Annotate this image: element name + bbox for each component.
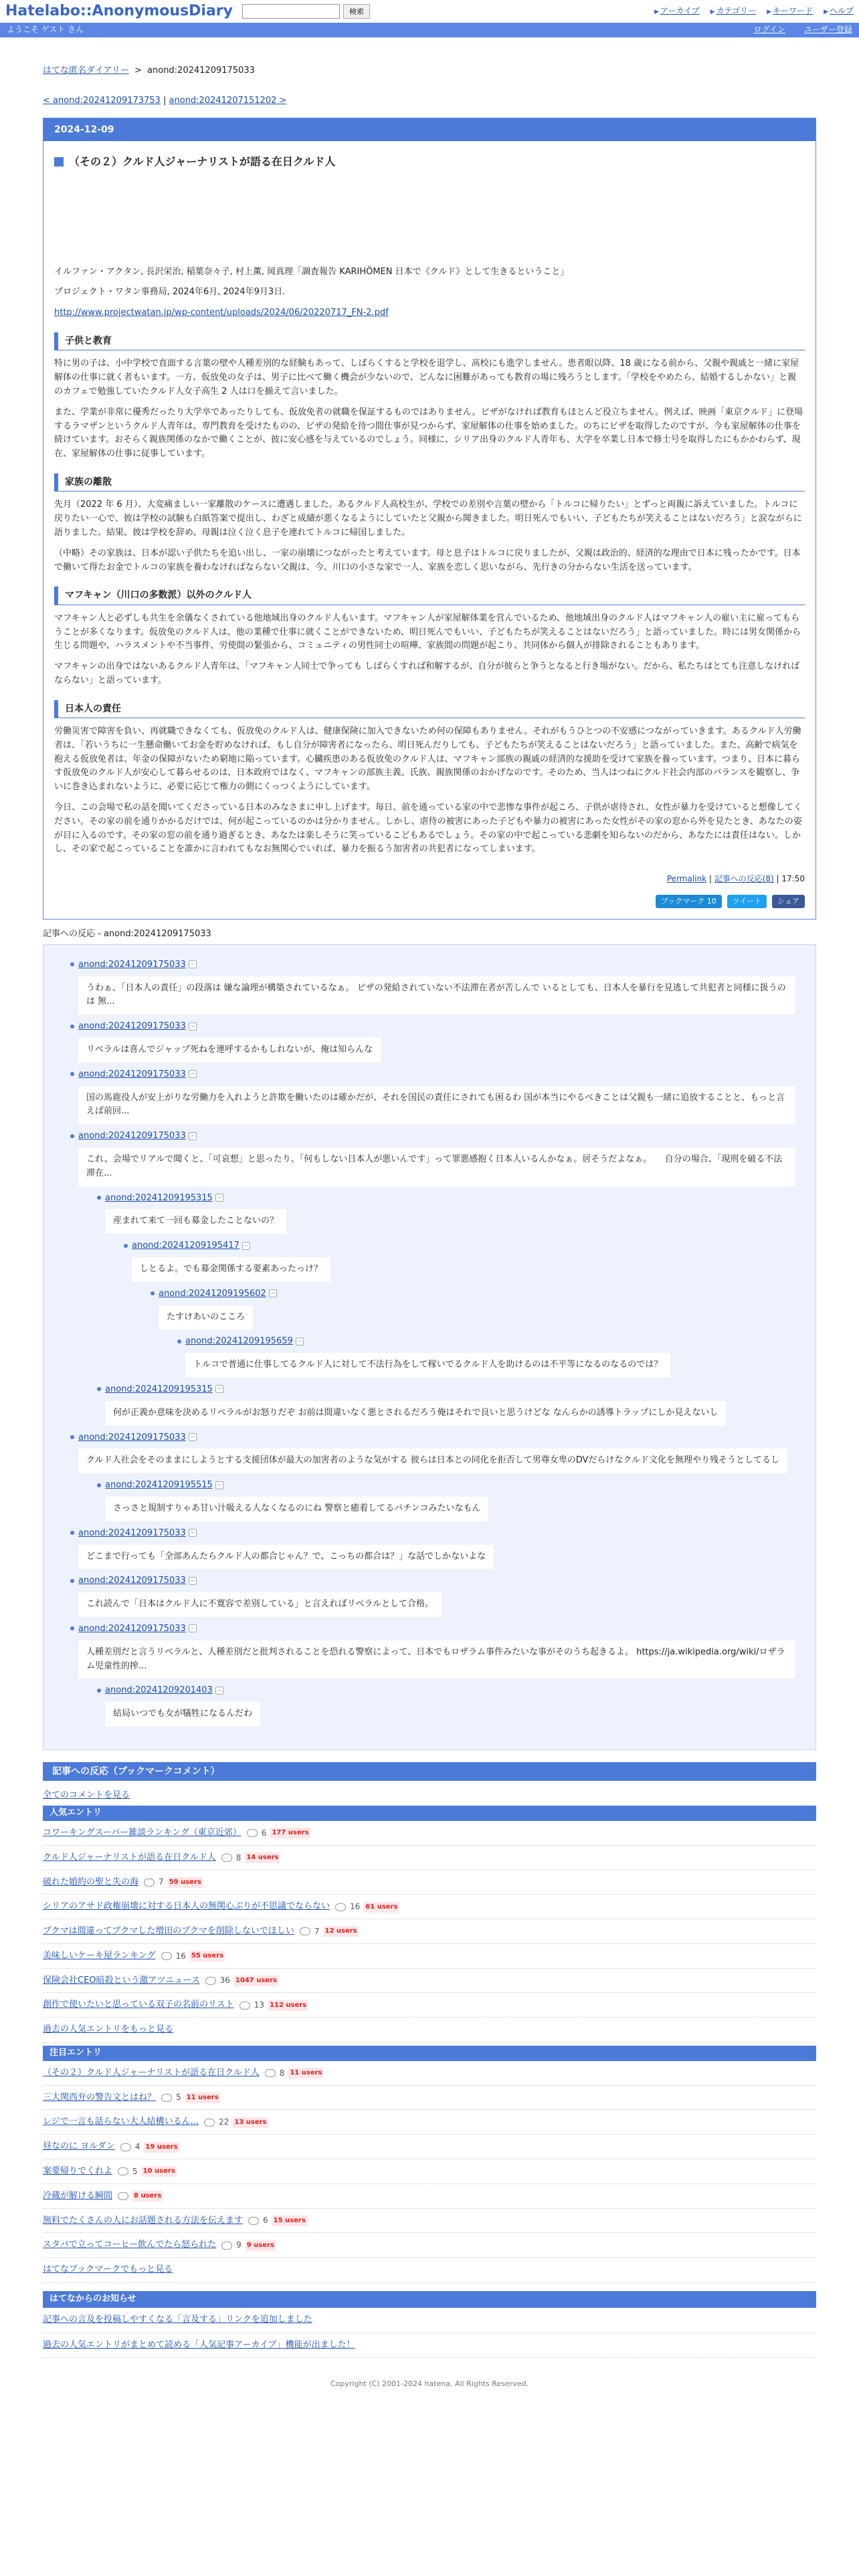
reaction-id-link[interactable]: anond:20241209201403 (105, 1685, 213, 1696)
bookmark-users-badge[interactable]: 55 users (190, 1951, 225, 1961)
reaction-text: 国の馬鹿役人が安上がりな労働力を入れようと許欺を働いたのは確かだが、それを国民の責任にされても困るわ 国が本当にやるべきことは父親も一緒に追放することと、もっと言えば前回... (78, 1086, 795, 1125)
bookmark-users-badge[interactable]: 59 users (168, 1877, 203, 1888)
reactions-title: 記事への反応 - anond:20241209175033 (43, 929, 211, 940)
notable-heading: 注目エントリ (43, 2046, 816, 2061)
comment-count: 7 (314, 1926, 320, 1936)
comment-bubble-icon (118, 2167, 128, 2175)
bullet-icon (70, 1072, 74, 1076)
reaction-id-link[interactable]: anond:20241209175033 (78, 959, 186, 970)
bookmark-users-badge[interactable]: 14 users (245, 1852, 280, 1863)
collapse-icon[interactable]: − (189, 960, 197, 968)
reaction-item (97, 1684, 795, 1727)
reaction-text: 結局いつでも女が犠牲になるんだわ (105, 1702, 260, 1727)
prev-next-sep: | (163, 95, 167, 106)
collapse-icon[interactable]: − (189, 1577, 197, 1585)
reaction-id-link[interactable]: anond:20241209175033 (78, 1131, 186, 1142)
entry-list-item (43, 1919, 816, 1944)
reaction-id-link[interactable]: anond:20241209175033 (78, 1069, 186, 1079)
all-comments-link[interactable]: 全てのコメントを見る (43, 1790, 130, 1801)
reaction-header (70, 1068, 795, 1082)
comment-bubble-icon (247, 1829, 258, 1837)
breadcrumb (43, 64, 816, 78)
bookmark-users-badge[interactable]: 12 users (323, 1926, 358, 1937)
search-input[interactable] (242, 4, 340, 19)
collapse-icon[interactable]: − (296, 1337, 304, 1346)
comment-bubble-icon (204, 2119, 215, 2127)
reaction-id-link[interactable]: anond:20241209175033 (78, 1432, 186, 1442)
entry-body (54, 265, 805, 857)
reaction-header (70, 1574, 795, 1588)
welcome-text: ようこそ ゲスト さん (7, 25, 84, 35)
bookmark-users-badge[interactable]: 9 users (246, 2240, 276, 2251)
bookmark-users-badge[interactable]: 8 users (132, 2191, 163, 2202)
bookmark-users-badge[interactable]: 15 users (272, 2216, 307, 2226)
collapse-icon[interactable]: − (189, 1624, 197, 1632)
paragraph: マフキャンの出身ではないあるクルド人青年は、「マフキャン人同士で争っても しばらくすれば和解するが、自分が彼らと争うとなると行き場がない。だから、私たちはとても注意しなければならない」と語っています。 (54, 661, 800, 685)
collapse-icon[interactable]: − (215, 1481, 223, 1489)
comment-count: 7 (159, 1877, 164, 1887)
bookmark-users-badge[interactable]: 177 users (270, 1828, 310, 1838)
reaction-header (151, 1287, 795, 1301)
bookmark-share-button[interactable]: ブックマーク 10 (656, 895, 722, 908)
permalink[interactable]: Permalink (666, 874, 707, 884)
reaction-item (97, 1192, 795, 1235)
bullet-icon (97, 1196, 101, 1200)
reaction-header (70, 1020, 795, 1034)
section-heading: 日本人の責任 (54, 700, 805, 718)
bullet-icon (97, 1689, 101, 1693)
next-entry-link[interactable]: anond:20241207151202 > (169, 95, 287, 106)
reaction-header (70, 1130, 795, 1144)
reaction-text: 人種差別だと言うリベラルと、人種差別だと批判されることを恐れる警察によって、日本でもロザラム事件みたいな事がそのうち起きるよ。 https://ja.wikipedia.org/wiki/ロザラム児童性的搾... (78, 1640, 795, 1679)
section-heading: 子供と教育 (54, 332, 805, 350)
site-logo[interactable]: Hatelabo::AnonymousDiary (5, 3, 233, 20)
reaction-text: しとるよ。でも募金関係する要素あったっけ？ (132, 1257, 330, 1282)
reaction-header (97, 1383, 795, 1397)
entry-list-link[interactable]: 無料でたくさんの人にお話題される方法を伝えます (43, 2215, 244, 2226)
bullet-icon (70, 1579, 74, 1583)
facebook-share-button[interactable]: シェア (772, 895, 805, 908)
comment-count: 6 (263, 2216, 268, 2226)
comment-count: 5 (132, 2166, 138, 2176)
bullet-icon (70, 1134, 74, 1138)
reaction-item (70, 1020, 795, 1063)
reaction-id-link[interactable]: anond:20241209175033 (78, 1576, 186, 1586)
bullet-icon (70, 1435, 74, 1439)
reaction-item (70, 1130, 795, 1186)
bullet-icon (97, 1483, 101, 1487)
prev-entry-link[interactable]: < anond:20241209173753 (43, 95, 161, 106)
nav-category[interactable]: カテゴリー (716, 6, 757, 16)
notable-list (43, 2061, 816, 2258)
comment-count: 16 (175, 1951, 186, 1961)
entry-title (54, 153, 805, 171)
collapse-icon[interactable]: − (189, 1070, 197, 1078)
entry-list-link[interactable]: 保険会社CEO暗殺という激アツニュース (43, 1975, 200, 1985)
welcome-bar (0, 23, 859, 37)
tweet-button[interactable]: ツイート (727, 895, 767, 908)
bullet-icon (70, 1025, 74, 1029)
bullet-icon (97, 1387, 101, 1391)
entry-time: 17:50 (781, 874, 805, 884)
section-heading: マフキャン（川口の多数派）以外のクルド人 (54, 586, 805, 605)
reaction-text: これ、会場でリアルで聞くと、「可哀想」と思ったり、「何もしない日本人が悪いんです」って罪悪感抱く日本人いるんかなぁ。居そうだよなぁ。 自分の場合、「現刑を破る不法滞在... (78, 1148, 795, 1186)
paragraph: （中略）その家族は、日本が認い子供たちを追い出し、一家の崩壊につながったと考えています。母と息子はトルコに戻りましたが、父親は政治的、経済的な理由で日本に残ったかです。日本で働いて得たお金でトルコの家族を養わなければならない父親は、今、川口の小さな家で一人、家族を恋しく思いながら、先行きの分からない生活を送っています。 (54, 548, 801, 572)
arrow-icon: ▶ (767, 9, 772, 16)
entry-list-item (43, 2209, 816, 2234)
entry-list-link[interactable]: 破れた婚約の聖と失の海 (43, 1876, 139, 1887)
entry-list-link[interactable]: 冷蔵が解ける瞬間 (43, 2190, 113, 2201)
comment-bubble-icon (335, 1903, 346, 1911)
entry-list-link[interactable]: 昼なのに ヨルダン (43, 2141, 115, 2152)
content (0, 64, 859, 2403)
register-link[interactable]: ユーザー登録 (803, 25, 852, 35)
reaction-text: うわぁ、「日本人の責任」の段落は 嫌な論理が構築されているなぁ。 ビザの発給されていない不法滞在者が苦しんで いるとしても、日本人を暴行を見逃して共犯者と同様に扱うのは 無... (78, 976, 795, 1015)
entry-list-link[interactable]: 案要帰りでくれよ (43, 2166, 113, 2177)
breadcrumb-sep: > (134, 66, 142, 76)
entry-list-item (43, 1944, 816, 1969)
reaction-text: さっさと規制すりゃあ甘い汁吸える人なくなるのにね 警察と癒着してるパチンコみたいなもん (105, 1497, 488, 1521)
comment-count: 6 (261, 1828, 267, 1838)
entry-list-item (43, 2110, 816, 2135)
reaction-item (97, 1383, 795, 1426)
bullet-icon (177, 1339, 181, 1344)
arrow-icon: ▶ (824, 9, 828, 16)
bookmark-users-badge[interactable]: 61 users (364, 1902, 399, 1913)
info-link[interactable]: 記事への言及を投稿しやすくなる「言及する」リンクを追加しました (43, 2314, 312, 2325)
entry-list-link[interactable]: ブクマは間違ってブクマした増田のブクマを削除しないでほしい (43, 1926, 294, 1937)
reaction-header (97, 1684, 795, 1698)
bookmark-users-badge[interactable]: 112 users (268, 2000, 308, 2011)
comment-bubble-icon (265, 2069, 276, 2077)
comment-bubble-icon (161, 2094, 172, 2102)
reaction-text: トルコで普通に仕事してるクルド人に対して不法行為をして稼いでるクルド人を助けるのは不平等になるのなるのでは？ (185, 1353, 670, 1378)
entry-list-link[interactable]: （その２）クルド人ジャーナリストが語る在日クルド人 (43, 2067, 260, 2078)
collapse-icon[interactable]: − (215, 1687, 223, 1695)
paragraph: また、学業が非常に優秀だったり大学卒であったりしても、仮放免者の就職を保証するものではありません。ビザがなければ教育もほとんど役立ちません。例えば、映画「東京クルド」に登場するラマザンというクルド人青年は、専門教育を受けたものの、ビザの発給を待つ間仕事が見つからず、家屋解体の仕事を始めました。のちにビザを取得したのですが、今も家屋解体の仕事を続けています。おそらく親族関係のなかで働くことが、彼に安心感を与えているのでしょう。同様に、シリア出身のクルド人青年も、大学を卒業し日本で修士号を取得したにもかかわらず、現在、家屋解体の仕事に従事しています。 (54, 407, 803, 459)
entry-list-link[interactable]: レジで一言も話らない大人結構いるん... (43, 2117, 199, 2127)
prev-next-nav (43, 94, 816, 108)
bullet-icon (70, 1531, 74, 1535)
comment-count: 22 (219, 2117, 229, 2127)
bullet-icon (70, 962, 74, 966)
entry-list-link[interactable]: 三大関西弁の警告文とはね？ (43, 2092, 157, 2103)
entry-list-item (43, 1895, 816, 1919)
comment-bubble-icon (240, 2002, 250, 2010)
entry-list-link[interactable]: シリアのアサド政権崩壊に対する日本人の無関心ぶりが不思議でならない (43, 1901, 330, 1912)
collapse-icon[interactable]: − (215, 1194, 223, 1202)
entry-list-item (43, 2159, 816, 2184)
reference-url[interactable]: http://www.projectwatan.jp/wp-content/uploads/2024/06/20220717_FN-2.pdf (54, 308, 389, 318)
arrow-icon: ▶ (654, 9, 659, 16)
entry-list-item (43, 1969, 816, 1994)
comment-count: 16 (350, 1902, 361, 1912)
notable-more-link[interactable]: はてなブックマークでもっと見る (43, 2264, 173, 2275)
reaction-header (70, 1622, 795, 1636)
bookmark-users-badge[interactable]: 11 users (288, 2068, 323, 2078)
reaction-item (177, 1335, 795, 1378)
comment-count: 8 (279, 2068, 285, 2078)
reaction-item (97, 1479, 795, 1521)
entry-list-link[interactable]: 創作で使いたいと思っている双子の名前のリスト (43, 2000, 234, 2010)
info-heading: はてなからのお知らせ (43, 2291, 816, 2308)
comment-count: 13 (254, 2000, 265, 2010)
bookmark-comments-heading: 記事への反応（ブックマークコメント） (43, 1762, 816, 1781)
bookmark-users-badge[interactable]: 10 users (142, 2166, 177, 2177)
day-section (43, 118, 816, 920)
login-link[interactable]: ログイン (753, 25, 785, 35)
share-row (54, 895, 805, 908)
reaction-text: 何が正義か意味を決めるリベラルがお怒りだぞ お前は間違いなく悪とされるだろう俺はそれで良いと思うけどな なんらかの誘導トラップにしか見えないし (105, 1401, 726, 1426)
reaction-text: 産まれて来て一回も募金したことないの？ (105, 1209, 286, 1234)
collapse-icon[interactable]: − (189, 1023, 197, 1031)
collapse-icon[interactable]: − (215, 1385, 223, 1393)
comment-bubble-icon (300, 1927, 310, 1935)
comment-count: 36 (219, 1975, 230, 1985)
entry-list-item (43, 1870, 816, 1895)
reaction-id-link[interactable]: anond:20241209175033 (78, 1021, 186, 1032)
paragraph: 特に男の子は、小中学校で直面する言葉の壁や人種差別的な経験もあって、しばらくすると学校を退学し、高校にも進学しません。患者眼以降、18 歳になる前から、父親や親戚と一緒に家屋解体の仕事に就く者もいます。一方、仮放免の女子は、男子に比べて働く機会が少ないので、どんなに困難があっても教育の場に残ろうとします。「学校をやめたら、結婚するしかない」と親のカフェで勉強していたクルド人女子高生 2 人は口を揃えて言いました。 (54, 358, 799, 397)
reaction-item (70, 1431, 795, 1474)
collapse-icon[interactable]: − (189, 1433, 197, 1441)
comment-count: 4 (134, 2142, 140, 2152)
nav-help[interactable]: ヘルプ (829, 6, 854, 16)
reaction-header (124, 1239, 795, 1253)
bullet-icon (151, 1291, 155, 1295)
entry-list-item (43, 2061, 816, 2086)
header (0, 0, 859, 23)
reaction-text: どこまで行っても「全部あんたらクルド人の都合じゃん？で、こっちの都合は？」な話でしかないよな (78, 1545, 494, 1570)
breadcrumb-root[interactable]: はてな匿名ダイアリー (43, 66, 129, 76)
reaction-header (70, 1527, 795, 1541)
reaction-item (124, 1239, 795, 1282)
reaction-header (97, 1192, 795, 1206)
paragraph: 労働災害で障害を負い、再就職できなくても、仮放免のクルド人は、健康保険に加入できないため何の保障もありません。それがもうひとつの不安感につながっていきます。あるクルド人労働者は、「若いうちに一生懸命働いてお金を貯めなければ、もし自分が障害者になったら、明日死んだりしても、子どもたちが笑えることはないだろう」と語っていました。また、高齢で病気を抱える仮放免者は、年金の保障がないため窮地に陥っています。心臓疾患のある仮放免のクルド人は、マフキャン部族の親戚の経済的な援助を受けて家族を養っています。つまり、日本に暮らす仮放免のクルド人が安心して暮らせるのは、日本政府ではなく、マフキャンの部族主義、氏族、親族関係のおかげなのです。そのため、当人はつねにクルド社会内部のバランスを観察し、争いに巻き込まれないように、必要に応じて権力の側にくっつくようにしています。 (54, 726, 801, 792)
entry-square-icon (54, 157, 64, 167)
paragraph: マフキャン人と必ずしも共生を余儀なくされている他地域出身のクルド人もいます。マフキャン人が家屋解体業を営んでいるため、他地域出身のクルド人はマフキャン人の雇い主に雇ってもらうことが多くなります。仮放免のクルド人は、他の業種で仕事に就くことができないため、明日死んでもいい、子どもたちが笑えることはないだろう」と語っていました。時には男女関係から生じる問題や、ハラスメントや不当事件、労使間の緊張から、コミュニティの男性同士の喧嘩、家族間の問題が起こり、共同体から個人が排除されることもあります。 (54, 613, 801, 651)
reference-line-1: イルファン・アクタン, 長沢栄治, 稲葉奈々子, 村上薫, 岡真理「調査報告 KARIHÖMEN 日本で《クルド》として生きるということ」 (54, 266, 569, 277)
paragraph: 今日、この会場で私の話を聞いてくださっている日本のみなさまに申し上げます。毎日、前を通っている家の中で悲惨な事件が起ころ、子供が虐待され、女性が暴力を受けていると想像してください。その家の前を通りかかるだけでは、何が起こっているのかは分かりません。しかし、虐待の被害にあった子どもや暴力の被害にあった女性がその家の窓から外を見たとき、あなたの姿が目に入るのです。その家の窓の前を通り過ぎるとき、あなたは楽しそうに笑っているこどもあるでしょう。その家の中で起こっている悲劇を知らないのだから、あなたには責任はない。しかし、その家で起こっていることを誰かに言われてもなお無関心でいれば、暴力を振るう加害者の共犯者になってしまいます。 (54, 802, 802, 855)
reaction-id-link[interactable]: anond:20241209195602 (159, 1288, 266, 1299)
reaction-item (151, 1287, 795, 1330)
comment-count: 9 (236, 2240, 242, 2250)
reaction-text: これ読んで「日本はクルド人に不寛容で差別している」と言えればリベラルとして合格。 (78, 1592, 442, 1617)
info-link[interactable]: 過去の人気エントリがまとめて読める「人気記事アーカイブ」機能が出ました！ (43, 2339, 355, 2350)
reaction-id-link[interactable]: anond:20241209195315 (105, 1192, 213, 1203)
entry-list-link[interactable]: クルド人ジャーナリストが語る在日クルド人 (43, 1852, 216, 1862)
reaction-item (70, 1068, 795, 1124)
reaction-item (70, 1574, 795, 1617)
reaction-item (70, 958, 795, 1014)
search-button[interactable]: 検索 (343, 4, 370, 19)
popular-heading: 人気エントリ (43, 1806, 816, 1821)
reaction-text: クルド人社会をそのままにしようとする支援団体が最大の加害者のような気がする 彼らは日本との同化を拒否して男尊女卑のDVだらけなクルド文化を無理やり残そうとしてるし (78, 1448, 787, 1473)
comment-bubble-icon (118, 2192, 128, 2200)
comment-count: 8 (235, 1852, 242, 1862)
footer: Copyright (C) 2001-2024 hatena. All Rights Reserved. (330, 2379, 529, 2389)
entry-list-item (43, 2135, 816, 2159)
comment-bubble-icon (120, 2143, 131, 2151)
reaction-header (70, 1431, 795, 1445)
reference-line-2: プロジェクト・ワタン事務局, 2024年6月, 2024年9月3日. (54, 287, 286, 298)
comment-bubble-icon (144, 1879, 155, 1887)
collapse-icon[interactable]: − (269, 1289, 277, 1297)
comment-bubble-icon (205, 1977, 216, 1985)
reaction-text: リベラルは喜んでジャップ死ねを連呼するかもしれないが、俺は知らんな (78, 1038, 381, 1063)
reactions-link[interactable]: 記事への反応(8) (714, 874, 774, 884)
popular-more-link[interactable]: 過去の人気エントリをもっと見る (43, 2024, 174, 2035)
reaction-item (70, 1622, 795, 1679)
popular-list (43, 1821, 816, 2018)
reaction-header (177, 1335, 795, 1349)
collapse-icon[interactable]: − (242, 1242, 250, 1250)
entry-footer: Permalink | 記事への反応(8) | 17:50 (666, 874, 805, 884)
reactions-tree (43, 944, 816, 1750)
reaction-text: たすけあいのこころ (159, 1305, 253, 1330)
bookmark-users-badge[interactable]: 11 users (185, 2092, 220, 2103)
entry-list-item (43, 2086, 816, 2111)
reaction-id-link[interactable]: anond:20241209175033 (78, 1623, 186, 1634)
reaction-id-link[interactable]: anond:20241209195515 (105, 1480, 213, 1491)
entry-list-item (43, 1821, 816, 1846)
day-date: 2024-12-09 (43, 118, 816, 141)
top-nav (654, 5, 854, 17)
reaction-header (97, 1479, 795, 1493)
comment-bubble-icon (248, 2217, 259, 2225)
reaction-item (70, 1527, 795, 1570)
comment-count: 5 (176, 2092, 181, 2103)
nav-archive[interactable]: アーカイブ (660, 6, 700, 16)
reaction-id-link[interactable]: anond:20241209195315 (105, 1384, 213, 1394)
bookmark-users-badge[interactable]: 19 users (144, 2142, 179, 2153)
comment-bubble-icon (221, 2242, 232, 2250)
comment-bubble-icon (221, 1854, 232, 1862)
entry-list-link[interactable]: スタバで立ってコーヒー飲んでたら怒られた (43, 2240, 217, 2250)
entry-title-text: （その２）クルド人ジャーナリストが語る在日クルド人 (69, 154, 336, 168)
reaction-id-link[interactable]: anond:20241209195659 (185, 1336, 293, 1347)
entry-list-link[interactable]: 美味しいケーキ屋ランキング (43, 1950, 156, 1961)
breadcrumb-current: anond:20241209175033 (147, 66, 255, 76)
entry-list-item (43, 2233, 816, 2258)
paragraph: 先月（2022 年 6 月）、大変痛ましい一家離散のケースに遭遇しました。あるクルド人高校生が、学校での差別や言葉の壁から「トルコに帰りたい」とずっと両親に訴えていました。トルコに戻りたい一心で、彼は学校の試験も白紙答案で提出し、わざと成績が悪くなるようにしていたと父親から聞きました。明日死んでもいい、子どもたちが笑えることはないだろう」と涙ながらに語りました。結果、彼は学校を辞め、母親は泣く泣く息子を連れてトルコに帰国しました。 (54, 500, 802, 538)
comment-bubble-icon (161, 1952, 172, 1960)
bullet-icon (70, 1626, 74, 1630)
collapse-icon[interactable]: − (189, 1529, 197, 1537)
bullet-icon (124, 1244, 128, 1248)
nav-keyword[interactable]: キーワード (773, 6, 814, 16)
reaction-header (70, 958, 795, 972)
collapse-icon[interactable]: − (189, 1132, 197, 1140)
bookmark-users-badge[interactable]: 13 users (233, 2117, 268, 2128)
entry-list-link[interactable]: コワーキングスーパー雑談ランキング（東京近郊） (43, 1827, 242, 1838)
reaction-id-link[interactable]: anond:20241209195417 (132, 1241, 240, 1251)
arrow-icon: ▶ (710, 9, 715, 16)
section-heading: 家族の離散 (54, 473, 805, 492)
entry-list-item (43, 2184, 816, 2209)
bookmark-users-badge[interactable]: 1047 users (234, 1975, 278, 1986)
entry-list-item (43, 1993, 816, 2018)
reaction-id-link[interactable]: anond:20241209175033 (78, 1527, 186, 1538)
entry-list-item (43, 1846, 816, 1870)
